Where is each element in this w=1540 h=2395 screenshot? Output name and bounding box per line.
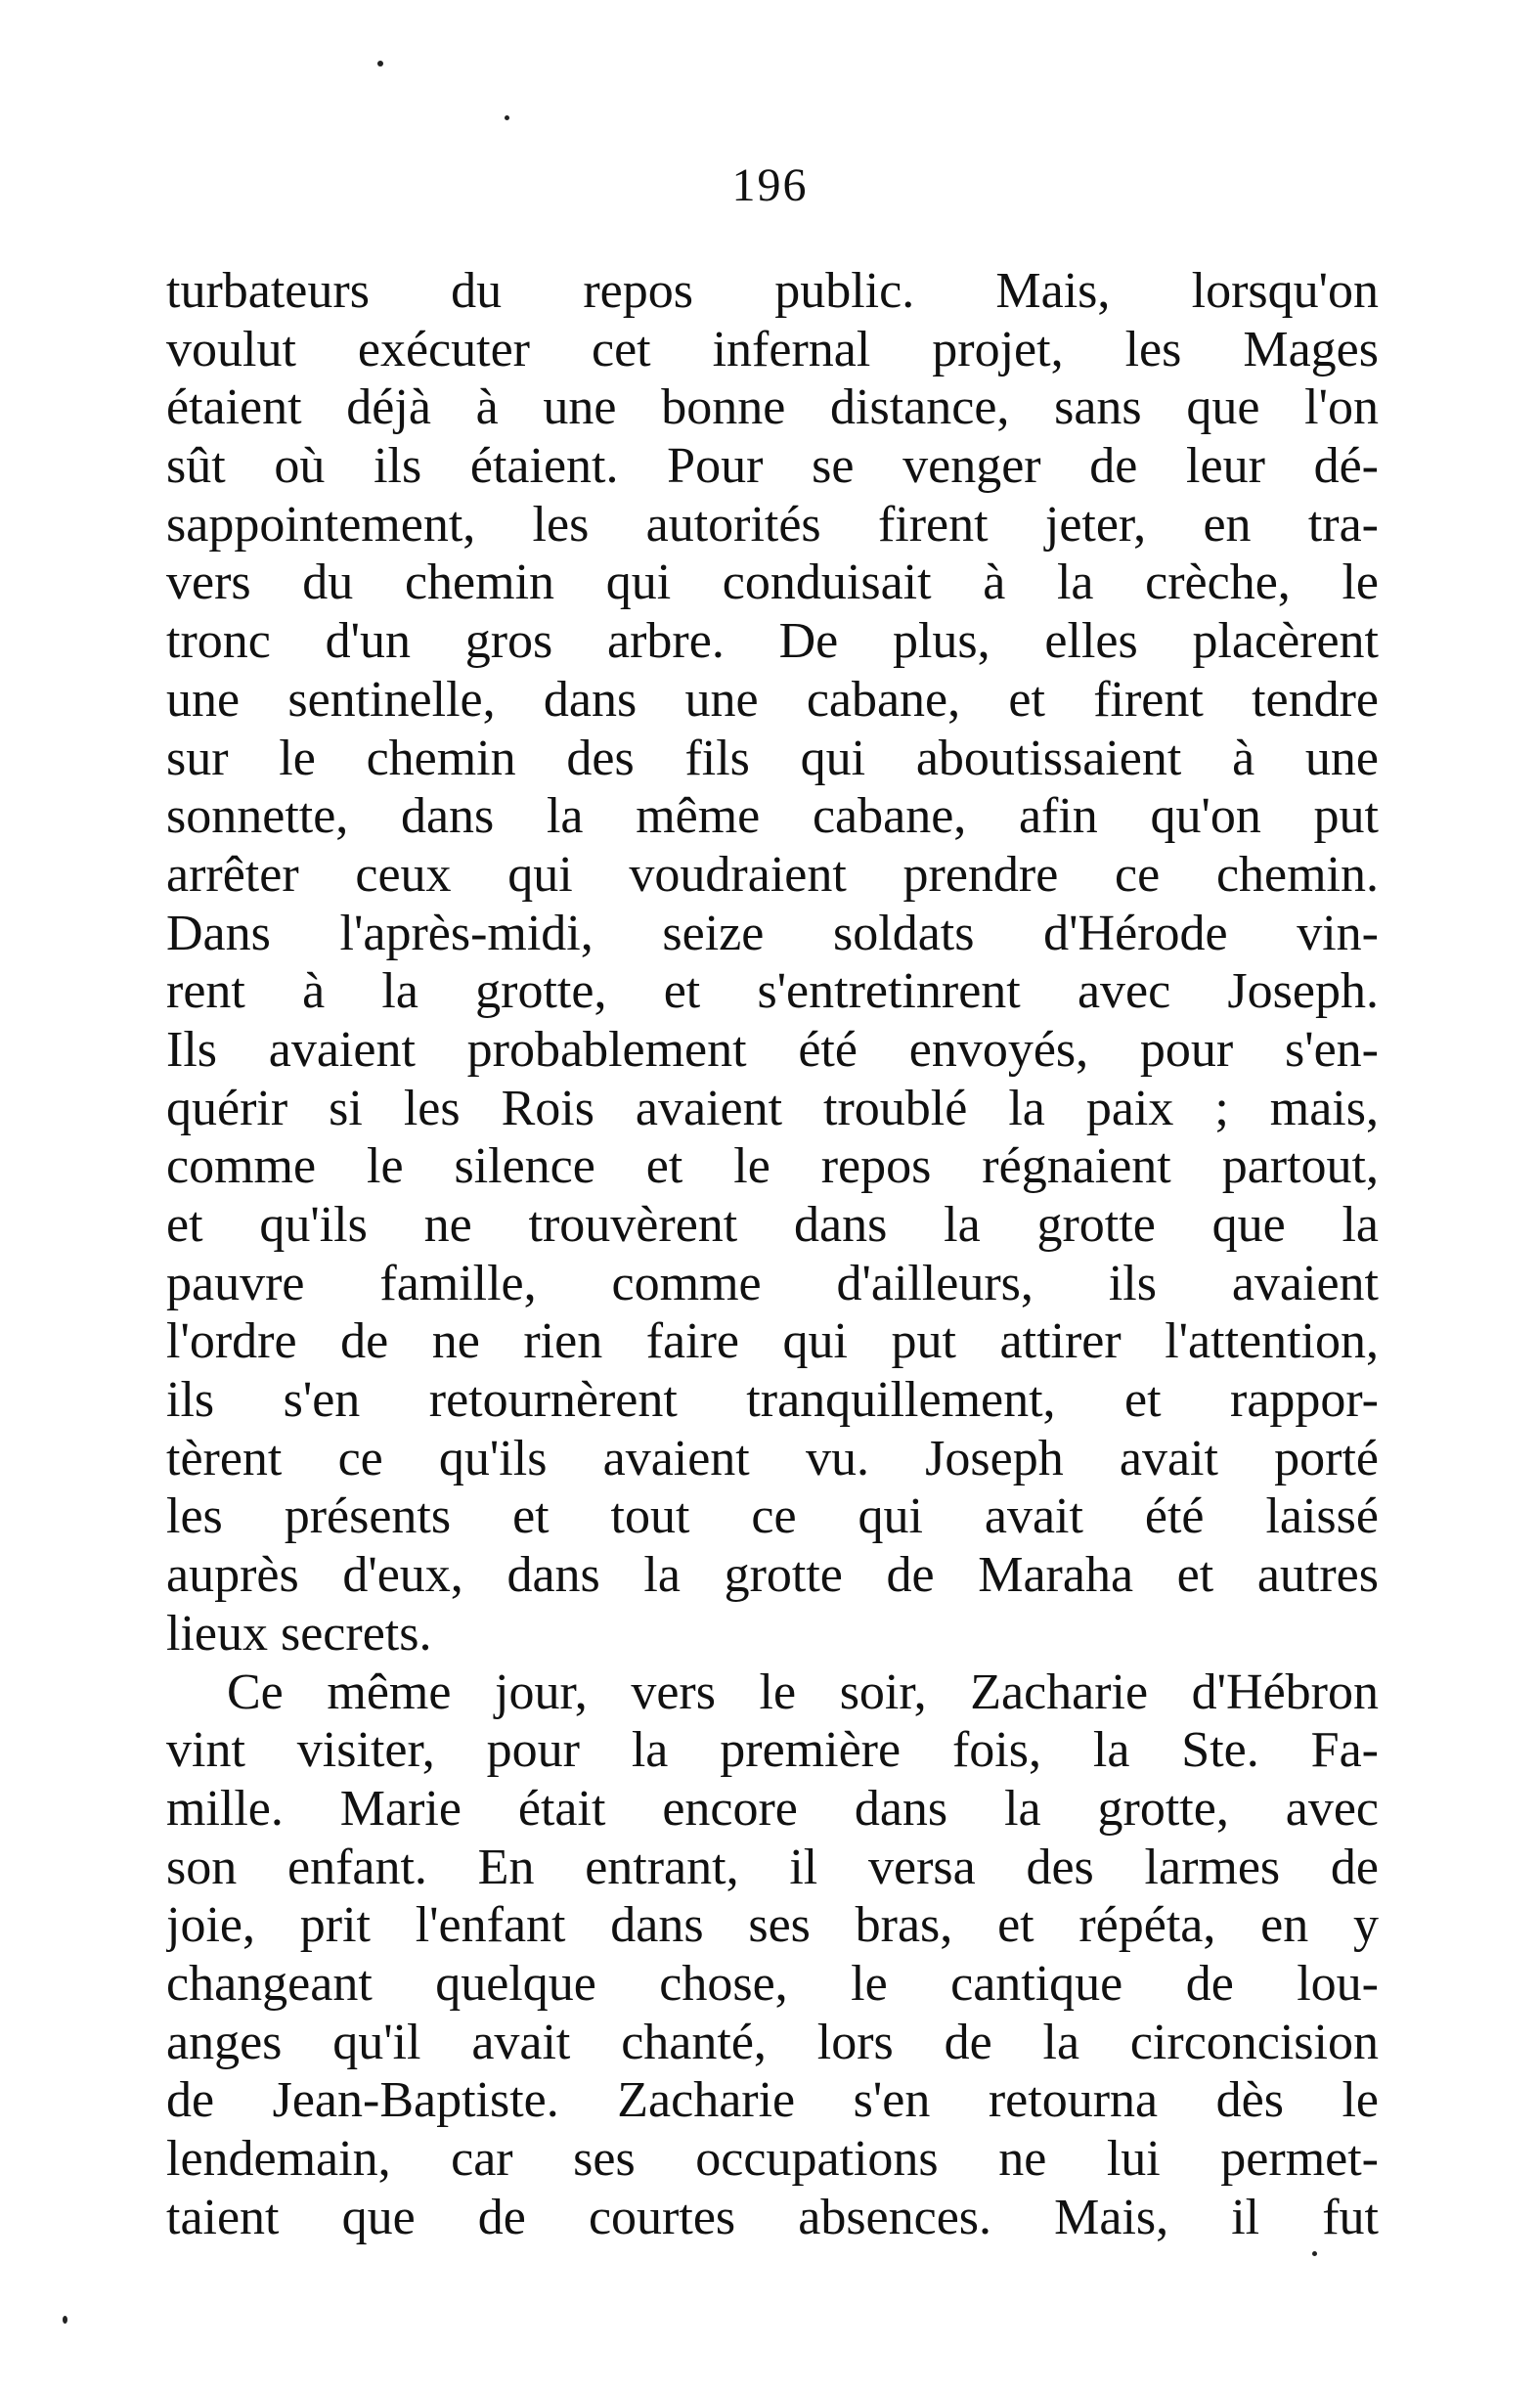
text-line: sonnette, dans la même cabane, afin qu'on put [166,788,1379,845]
text-line: voulut exécuter cet infernal projet, les Mages [166,321,1379,377]
text-line: ils s'en retournèrent tranquillement, et rappor- [166,1372,1379,1429]
text-line: taient que de courtes absences. Mais, il fut [166,2189,1379,2245]
text-line: de Jean-Baptiste. Zacharie s'en retourna dès le [166,2072,1379,2129]
text-line: étaient déjà à une bonne distance, sans que l'on [166,379,1379,436]
text-line: vint visiter, pour la première fois, la Ste. Fa- [166,1722,1379,1779]
text-line: auprès d'eux, dans la grotte de Maraha et autres [166,1547,1379,1604]
text-line: sappointement, les autorités firent jeter, en tra- [166,496,1379,553]
text-line: vers du chemin qui conduisait à la crèche, le [166,554,1379,611]
ink-speck [1312,2251,1317,2256]
text-line: lieux secrets. [166,1605,432,1662]
text-line: Ils avaient probablement été envoyés, pour s'en- [166,1021,1379,1078]
ink-speck [377,61,383,67]
text-line: mille. Marie était encore dans la grotte, avec [166,1780,1379,1837]
text-line: sût où ils étaient. Pour se venger de leur dé- [166,438,1379,495]
text-line: les présents et tout ce qui avait été laissé [166,1488,1379,1545]
ink-speck [505,115,509,120]
text-line: joie, prit l'enfant dans ses bras, et répéta, en y [166,1897,1379,1954]
text-line: turbateurs du repos public. Mais, lorsqu'on [166,263,1379,319]
text-line: Dans l'après-midi, seize soldats d'Hérode vin- [166,905,1379,961]
text-line: rent à la grotte, et s'entretinrent avec Joseph. [166,963,1379,1020]
text-line: une sentinelle, dans une cabane, et firent tendre [166,671,1379,728]
text-line: changeant quelque chose, le cantique de lou- [166,1955,1379,2012]
text-line: sur le chemin des fils qui aboutissaient à une [166,730,1379,786]
text-line: tronc d'un gros arbre. De plus, elles placèrent [166,613,1379,670]
text-line: tèrent ce qu'ils avaient vu. Joseph avait porté [166,1430,1379,1486]
text-line: lendemain, car ses occupations ne lui permet- [166,2131,1379,2187]
text-line: arrêter ceux qui voudraient prendre ce chemin. [166,846,1379,903]
text-line: son enfant. En entrant, il versa des larmes de [166,1839,1379,1895]
page-number: 196 [731,159,809,211]
body-text [166,262,1379,2246]
text-line: quérir si les Rois avaient troublé la paix ; mais, [166,1080,1379,1136]
text-line: pauvre famille, comme d'ailleurs, ils avaient [166,1255,1379,1311]
text-line: comme le silence et le repos régnaient partout, [166,1138,1379,1195]
text-line: l'ordre de ne rien faire qui put attirer l'attention, [166,1313,1379,1370]
text-line: Ce même jour, vers le soir, Zacharie d'Hébron [227,1663,1379,1720]
text-line: anges qu'il avait chanté, lors de la circoncision [166,2014,1379,2070]
ink-speck [63,2316,67,2324]
text-line: et qu'ils ne trouvèrent dans la grotte que la [166,1197,1379,1253]
